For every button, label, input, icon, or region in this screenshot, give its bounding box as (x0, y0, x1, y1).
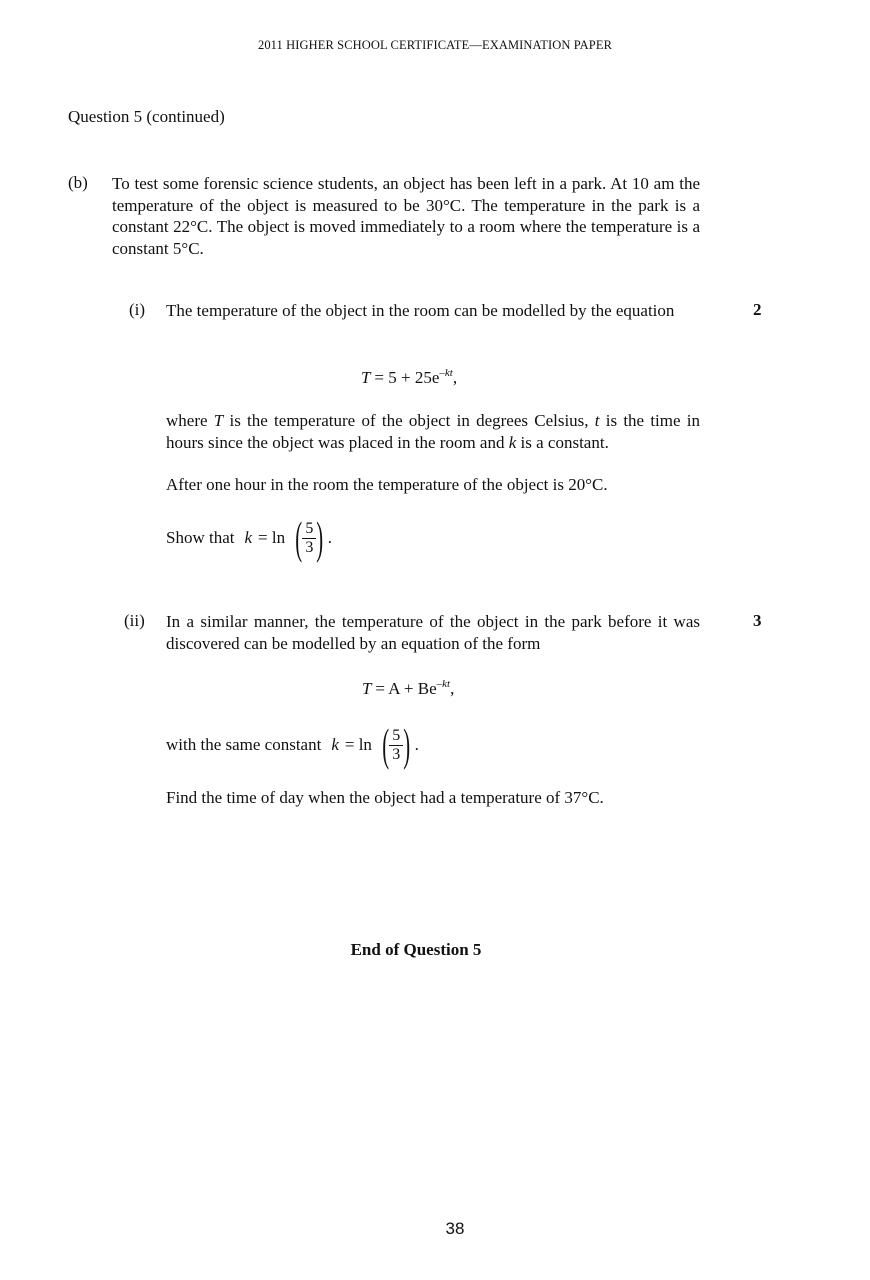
show-prefix: Show that (166, 528, 235, 547)
where-text-4: is a constant. (516, 432, 609, 452)
equation-lhs: T (362, 679, 372, 698)
part-i-show-that (166, 512, 332, 563)
part-i-label: (i) (129, 300, 146, 319)
where-var-k: k (508, 432, 517, 452)
equation-lhs: T (361, 368, 371, 387)
where-var-T: T (213, 411, 224, 430)
equation-rhs: = 5 + 25e (374, 368, 440, 387)
fraction-numerator: 5 (302, 520, 316, 539)
fraction (389, 727, 403, 764)
fraction-denominator: 3 (392, 745, 401, 763)
part-ii-equation (362, 678, 454, 699)
part-ii-label: (ii) (124, 611, 145, 630)
with-prefix: with the same constant (166, 735, 322, 754)
left-paren: ( (295, 512, 303, 563)
where-text-3: is the time in hours since the object was placed in the room and (166, 411, 700, 452)
end-of-question: End of Question 5 (350, 940, 482, 959)
equation-exponent: –kt (439, 367, 453, 379)
where-text-1: where (166, 411, 214, 430)
with-end: . (414, 735, 419, 754)
page-number: 38 (445, 1219, 465, 1238)
equation-rhs: = A + Be (375, 679, 437, 698)
equation-tail: , (452, 368, 458, 387)
left-paren: ( (382, 719, 390, 770)
part-i-intro: The temperature of the object in the room can be modelled by the equation (166, 301, 675, 320)
equals-ln: = ln (258, 528, 286, 547)
equation-exponent: –kt (436, 678, 451, 690)
fraction (302, 520, 316, 557)
part-i-marks: 2 (753, 300, 762, 319)
show-end: . (327, 528, 332, 547)
part-ii-intro: In a similar manner, the temperature of the object in the park before it was discovered can be modelled by an equation of the form (166, 612, 700, 653)
part-ii-with-constant (166, 719, 419, 770)
part-b-text: To test some forensic science students, an object has been left in a park. At 10 am the temperature of the object is measured to be 30°C. The temperature in the park is a constant 22°C. The object is moved immediately to a room where the temperature is a constant 5°C. (112, 174, 700, 258)
part-i-after: After one hour in the room the temperature of the object is 20°C. (166, 475, 608, 494)
part-i-equation (361, 367, 457, 388)
part-ii-find: Find the time of day when the object had a temperature of 37°C. (166, 788, 604, 807)
right-paren: ) (316, 512, 324, 563)
fraction-denominator: 3 (305, 538, 314, 556)
equals-ln: = ln (344, 735, 372, 754)
equation-tail: , (450, 679, 455, 698)
page-header: 2011 HIGHER SCHOOL CERTIFICATE—EXAMINATION PAPER (257, 38, 613, 52)
k-variable: k (331, 735, 339, 754)
fraction-numerator: 5 (389, 727, 403, 746)
right-paren: ) (403, 719, 411, 770)
part-i-where (166, 410, 700, 453)
k-variable: k (244, 528, 253, 547)
where-text-2: is the temperature of the object in degrees Celsius, (223, 411, 595, 430)
part-ii-marks: 3 (753, 611, 762, 630)
question-heading: Question 5 (continued) (68, 107, 225, 126)
part-b-label: (b) (68, 173, 88, 192)
where-var-t: t (594, 411, 600, 430)
